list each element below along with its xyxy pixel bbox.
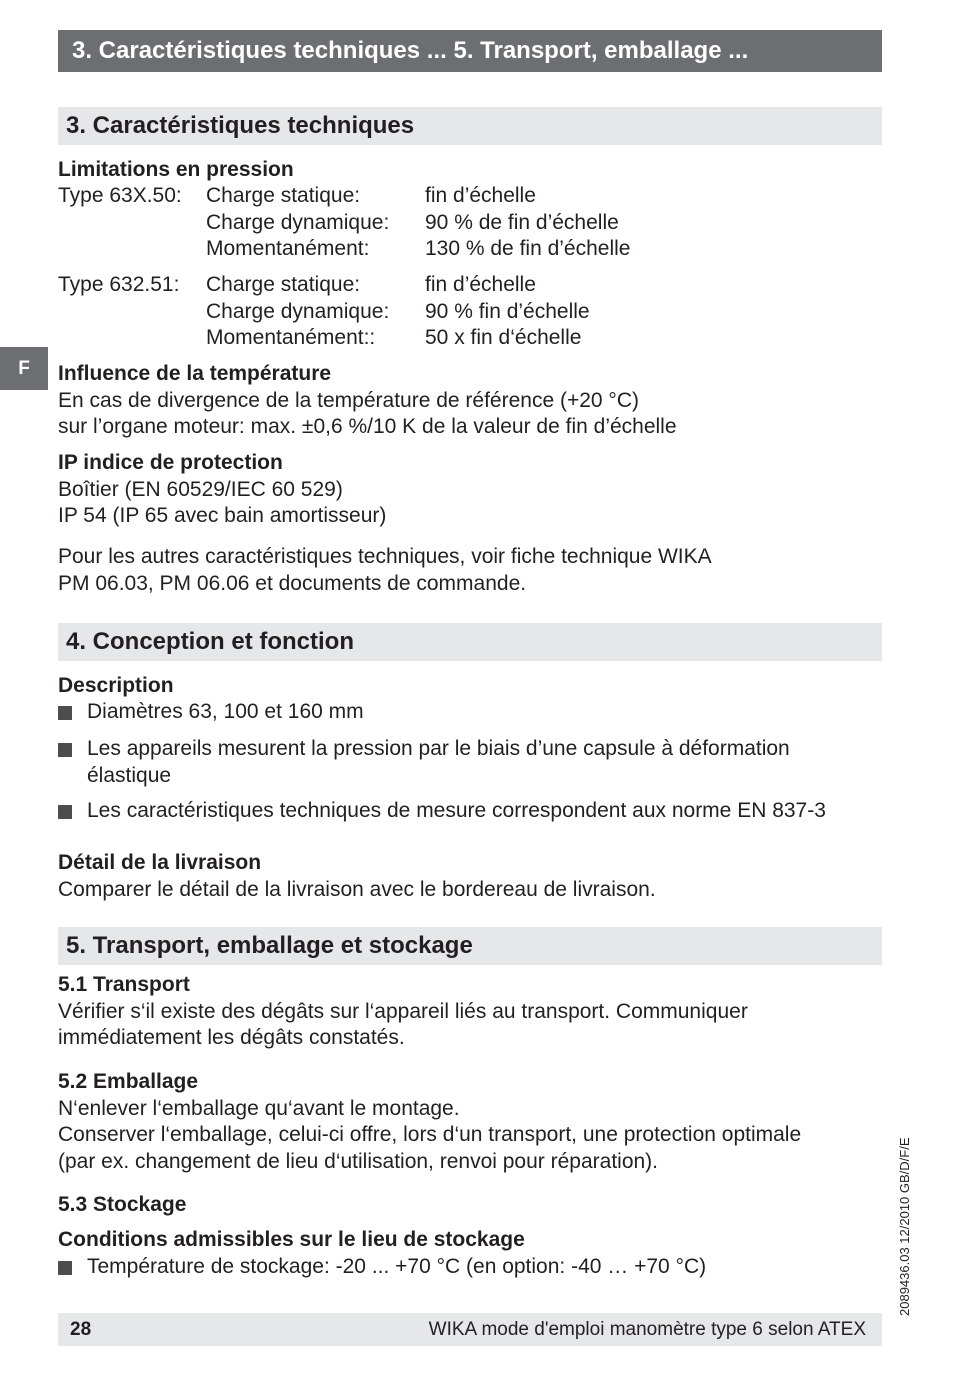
packaging-line: Conserver l‘emballage, celui-ci offre, lors d‘un transport, une protection optimale: [58, 1123, 802, 1146]
transport-line: Vérifier s‘il existe des dégâts sur l‘appareil liés au transport. Communiquer: [58, 999, 748, 1023]
pressure-label: Momentanément:: [206, 237, 370, 260]
ip-line: Boîtier (EN 60529/IEC 60 529): [58, 477, 343, 501]
page-header-bar: 3. Caractéristiques techniques ... 5. Transport, emballage ...: [58, 30, 882, 72]
packaging-line: (par ex. changement de lieu d‘utilisation, renvoi pour réparation).: [58, 1149, 659, 1173]
section-5-heading: 5. Transport, emballage et stockage: [58, 927, 882, 965]
pressure-value: fin d’échelle: [425, 273, 536, 296]
page-number: 28: [70, 1319, 92, 1340]
pressure-value: 90 % fin d’échelle: [425, 299, 590, 323]
transport-line: immédiatement les dégâts constatés.: [58, 1026, 405, 1049]
pressure-label: Charge dynamique:: [206, 210, 390, 234]
description-title: Description: [58, 674, 174, 697]
bullet-icon: [58, 805, 72, 819]
section-3-heading: 3. Caractéristiques techniques: [58, 107, 882, 145]
pressure-label: Charge dynamique:: [206, 299, 390, 323]
page-footer: [58, 1313, 882, 1346]
document-code: 2089436.03 12/2010 GB/D/F/E: [897, 1137, 912, 1316]
storage-bullet: Température de stockage: -20 ... +70 °C (en option: -40 … +70 °C): [87, 1255, 707, 1278]
transport-title: 5.1 Transport: [58, 973, 190, 996]
ip-line: IP 54 (IP 65 avec bain amortisseur): [58, 504, 387, 527]
packaging-line: N‘enlever l‘emballage qu‘avant le montage.: [58, 1096, 460, 1120]
description-bullet-continuation: élastique: [87, 763, 172, 787]
ip-title: IP indice de protection: [58, 451, 283, 474]
storage-conditions-title: Conditions admissibles sur le lieu de stockage: [58, 1228, 525, 1251]
bullet-icon: [58, 743, 72, 757]
language-tab: F: [0, 347, 48, 390]
footer-text: WIKA mode d'emploi manomètre type 6 selon ATEX: [428, 1319, 866, 1340]
section-4-heading: 4. Conception et fonction: [58, 623, 882, 661]
other-specs-line: Pour les autres caractéristiques techniques, voir fiche technique WIKA: [58, 545, 712, 568]
bullet-icon: [58, 1261, 72, 1275]
temperature-title: Influence de la température: [58, 362, 332, 385]
pressure-type-63x50: Type 63X.50:: [58, 184, 182, 207]
other-specs-line: PM 06.03, PM 06.06 et documents de commande.: [58, 571, 527, 595]
pressure-label: Charge statique:: [206, 273, 361, 296]
packaging-title: 5.2 Emballage: [58, 1070, 199, 1093]
pressure-value: 50 x fin d‘échelle: [425, 326, 582, 349]
pressure-label: Charge statique:: [206, 184, 361, 207]
delivery-title: Détail de la livraison: [58, 851, 262, 874]
pressure-type-63251: Type 632.51:: [58, 273, 180, 296]
pressure-label: Momentanément::: [206, 326, 376, 349]
pressure-value: 130 % de fin d’échelle: [425, 237, 631, 260]
bullet-icon: [58, 706, 72, 720]
storage-title: 5.3 Stockage: [58, 1193, 187, 1216]
pressure-value: fin d’échelle: [425, 184, 536, 207]
pressure-value: 90 % de fin d’échelle: [425, 210, 619, 234]
pressure-limits-title: Limitations en pression: [58, 158, 294, 181]
description-bullet: Les appareils mesurent la pression par le biais d’une capsule à déformation: [87, 737, 790, 760]
delivery-text: Comparer le détail de la livraison avec le bordereau de livraison.: [58, 877, 656, 901]
description-bullet: Diamètres 63, 100 et 160 mm: [87, 700, 364, 723]
description-bullet: Les caractéristiques techniques de mesure correspondent aux norme EN 837-3: [87, 799, 826, 822]
temperature-line: En cas de divergence de la température de référence (+20 °C): [58, 388, 639, 412]
temperature-line: sur l’organe moteur: max. ±0,6 %/10 K de la valeur de fin d’échelle: [58, 415, 677, 438]
